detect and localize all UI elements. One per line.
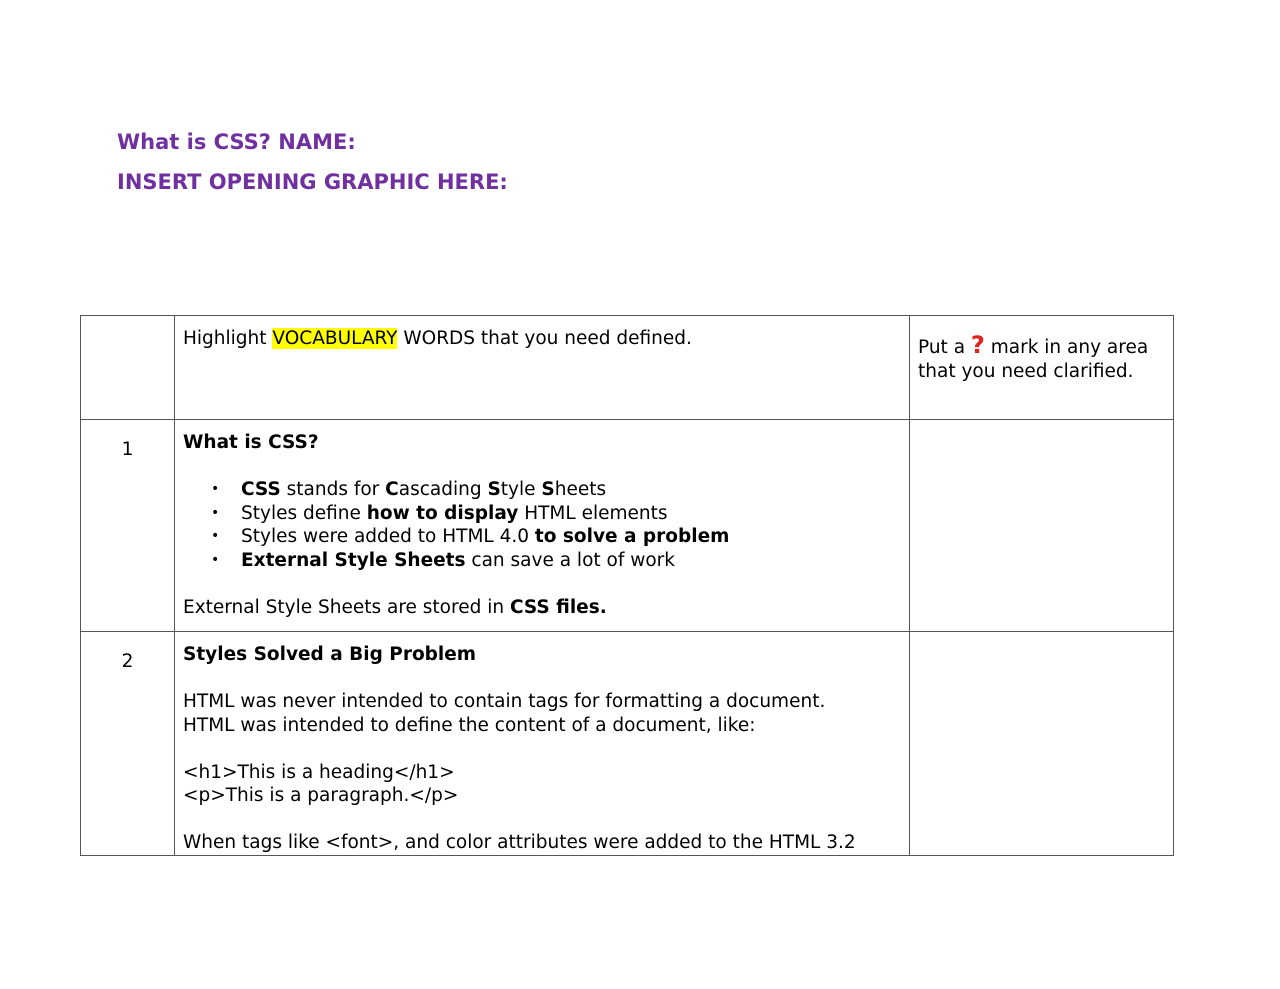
- list-emphasis: External Style Sheets: [241, 549, 466, 571]
- page-subtitle: INSERT OPENING GRAPHIC HERE:: [117, 170, 508, 194]
- notes-cell[interactable]: [910, 420, 1174, 632]
- worksheet-table: [80, 315, 1174, 856]
- page-title: What is CSS? NAME:: [117, 130, 356, 154]
- section-footer: [183, 596, 901, 620]
- table-row-section-2: [81, 632, 1174, 856]
- list-text: heets: [554, 479, 607, 500]
- footer-emphasis: CSS files.: [509, 596, 607, 618]
- question-mark-icon: ?: [970, 331, 985, 359]
- instruction-cell: [175, 316, 910, 420]
- list-item: [211, 549, 901, 573]
- notes-cell[interactable]: [910, 632, 1174, 856]
- list-emphasis: how to display: [366, 502, 519, 524]
- section-number: 2: [81, 632, 175, 856]
- section-content: [175, 632, 910, 856]
- table-row-header: [81, 316, 1174, 420]
- instruction-text-post: WORDS that you need defined.: [397, 328, 692, 349]
- list-text: Styles define: [241, 502, 367, 524]
- notes-instruction-cell: [910, 316, 1174, 420]
- notes-text-post: mark in any area that you need clarified.: [918, 337, 1149, 382]
- list-item: [211, 502, 901, 526]
- list-text: can save a lot of work: [465, 549, 676, 571]
- body-line: HTML was intended to define the content of a document, like:: [183, 714, 756, 736]
- term-css: CSS: [241, 479, 281, 500]
- section-number: 1: [81, 420, 175, 632]
- list-item: [211, 525, 901, 549]
- vocabulary-highlight: VOCABULARY: [272, 328, 398, 349]
- section-title: What is CSS?: [183, 432, 319, 453]
- section-content: [175, 420, 910, 632]
- bullet-list: [183, 478, 901, 572]
- code-example-line: <p>This is a paragraph.</p>: [183, 785, 459, 806]
- body-line: When tags like <font>, and color attributes were added to the HTML 3.2: [183, 832, 856, 853]
- acronym-letter: C: [385, 479, 399, 500]
- list-item: [211, 478, 901, 502]
- list-text: tyle: [500, 479, 542, 500]
- bullet-icon: •: [211, 481, 220, 497]
- code-example-line: <h1>This is a heading</h1>: [183, 761, 455, 783]
- list-text: Styles were added to HTML 4.0: [241, 526, 535, 547]
- bullet-icon: •: [211, 528, 220, 544]
- footer-text: External Style Sheets are stored in: [183, 596, 510, 618]
- bullet-icon: •: [211, 551, 220, 568]
- list-emphasis: to solve a problem: [534, 526, 730, 547]
- acronym-letter: S: [487, 479, 501, 500]
- list-text: HTML elements: [518, 502, 668, 524]
- table-row-section-1: [81, 420, 1174, 632]
- list-text: ascading: [398, 479, 488, 500]
- bullet-icon: •: [211, 504, 220, 521]
- number-cell-empty: [81, 316, 175, 420]
- list-text: stands for: [280, 479, 386, 500]
- notes-text-pre: Put a: [918, 337, 971, 358]
- section-title: Styles Solved a Big Problem: [183, 644, 477, 665]
- body-line: HTML was never intended to contain tags for formatting a document.: [183, 691, 826, 712]
- acronym-letter: S: [541, 479, 555, 500]
- instruction-text-pre: Highlight: [183, 328, 273, 349]
